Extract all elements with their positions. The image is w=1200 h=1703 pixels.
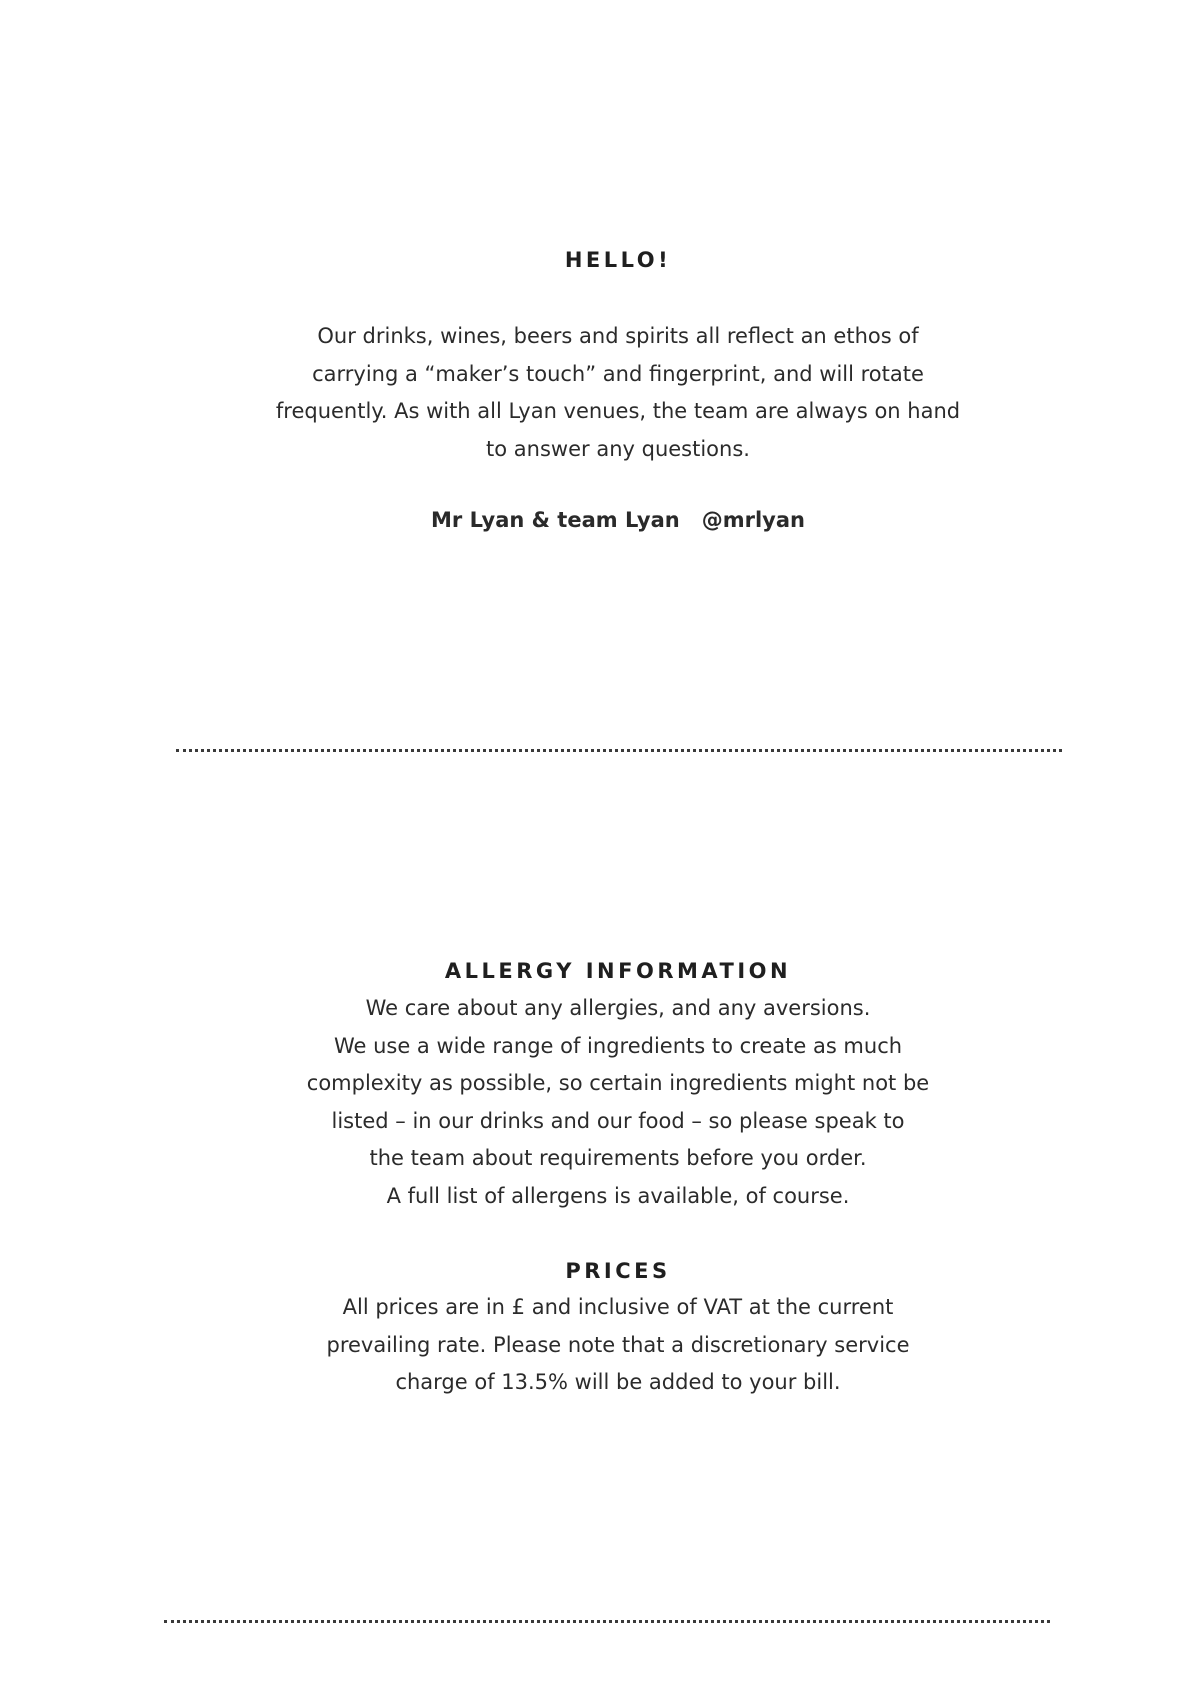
allergy-body-line: complexity as possible, so certain ingredients might not be <box>306 1071 930 1095</box>
hello-body-line: to answer any questions. <box>486 436 750 461</box>
hello-body-line: Our drinks, wines, beers and spirits all reflect an ethos of <box>317 324 919 348</box>
hello-body-line: frequently. As with all Lyan venues, the team are always on hand <box>275 399 961 423</box>
prices-body-line: All prices are in £ and inclusive of VAT at the current <box>342 1295 894 1319</box>
hello-heading: HELLO! <box>564 248 672 272</box>
prices-body <box>0 1289 1200 1402</box>
allergy-body <box>0 990 1200 1215</box>
allergy-body-line: listed – in our drinks and our food – so please speak to <box>331 1108 905 1133</box>
allergy-body-line: the team about requirements before you order. <box>369 1146 867 1170</box>
allergy-body-line: We care about any allergies, and any aversions. <box>365 996 871 1020</box>
prices-heading: PRICES <box>565 1259 671 1283</box>
hello-body <box>0 318 1200 468</box>
hello-section <box>0 248 1200 272</box>
prices-body-line: charge of 13.5% will be added to your bill. <box>395 1370 841 1394</box>
signature-name: Mr Lyan & team Lyan <box>431 508 680 532</box>
dotted-divider <box>176 749 1062 752</box>
social-handle: @mrlyan <box>701 508 805 532</box>
dotted-divider <box>164 1620 1050 1623</box>
allergy-section <box>0 959 1200 983</box>
allergy-body-line: A full list of allergens is available, of course. <box>386 1183 850 1208</box>
prices-body-line: prevailing rate. Please note that a discretionary service <box>326 1332 910 1357</box>
signature-line <box>0 508 1200 532</box>
allergy-heading: ALLERGY INFORMATION <box>444 959 792 983</box>
prices-section <box>0 1259 1200 1283</box>
allergy-body-line: We use a wide range of ingredients to create as much <box>333 1033 903 1058</box>
hello-body-line: carrying a “maker’s touch” and fingerprint, and will rotate <box>312 361 924 386</box>
